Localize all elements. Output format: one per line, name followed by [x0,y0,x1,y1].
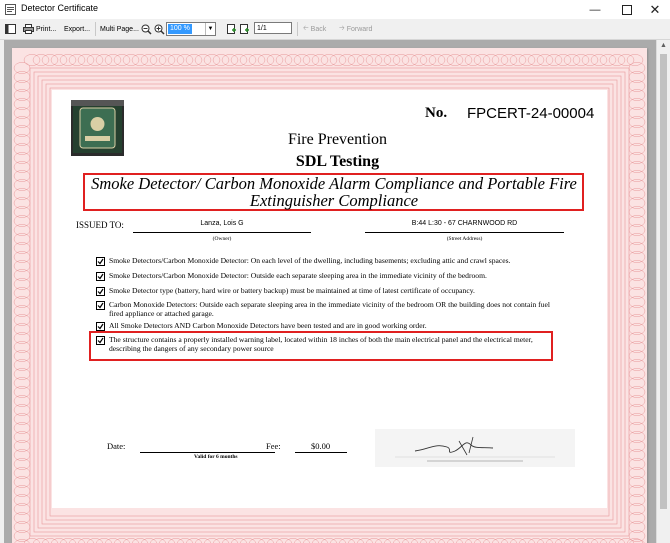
forward-button[interactable] [339,22,372,36]
minimize-button[interactable] [580,0,610,19]
checklist-item [96,256,586,265]
app-icon [5,4,16,15]
multi-page-button[interactable] [100,22,139,36]
export-label: Export... [64,25,91,33]
zoom-select[interactable] [166,22,216,36]
checklist-text: Smoke Detector type (battery, hard wire or battery backup) must be maintained at time of latest certificate of occupancy. [109,286,475,295]
maximize-icon [622,5,632,15]
arrow-left-icon: 🡠 [303,24,309,32]
signature-image [375,429,575,467]
date-line [140,452,275,453]
export-button[interactable] [64,22,90,36]
checkbox-checked-icon [96,336,105,345]
print-label: Print... [36,25,57,33]
certificate-title: Fire Prevention [287,131,388,148]
checkbox-checked-icon [96,301,105,310]
scroll-up-icon[interactable]: ▲ [660,42,667,49]
toggle-tree-button[interactable] [5,22,16,36]
print-button[interactable] [23,22,56,36]
scroll-thumb[interactable] [660,54,667,509]
fee-value: $0.00 [311,441,331,451]
next-page-button[interactable] [240,22,250,36]
zoom-in-button[interactable] [154,22,165,36]
certificate-subtitle: SDL Testing [295,153,380,170]
certificate-number-label: No. [425,105,448,121]
checkbox-checked-icon [96,272,105,281]
fee-label: Fee: [266,441,281,451]
certificate-headline: Smoke Detector/ Carbon Monoxide Alarm Compliance and Portable Fire Extinguisher Compliance [91,174,577,210]
date-label: Date: [107,441,126,451]
date-caption: Valid for 6 months [194,454,238,460]
checklist-text: Smoke Detectors/Carbon Monoxide Detector: On each level of the dwelling, including basements; excluding attic and crawl spaces. [109,256,511,265]
checklist-item [96,321,586,330]
zoom-value: 100 % [170,25,190,32]
checklist-item [96,271,586,280]
checklist-item [96,286,586,295]
back-button[interactable] [303,22,326,36]
page-number-field[interactable]: 1/1 [254,22,292,34]
maximize-button[interactable] [612,0,642,19]
multi-page-label: Multi Page... [100,25,139,33]
fee-line [295,452,347,453]
checklist-text: All Smoke Detectors AND Carbon Monoxide Detectors have been tested and are in good working order. [109,321,427,330]
panel-icon [5,24,16,34]
owner-field: Lanza, Lois G [133,220,311,233]
certificate-number: FPCERT-24-00004 [467,105,595,122]
issued-to-label: ISSUED TO: [76,220,124,230]
owner-caption: (Owner) [212,236,232,242]
window-title: Detector Certificate [21,3,99,13]
checklist-item [96,300,556,318]
checklist-text: The structure contains a properly installed warning label, located within 18 inches of both the main electrical panel and the electrical meter, describing the dangers of any secondary power source [109,335,533,353]
zoom-in-icon [154,24,165,35]
checklist-item [96,335,542,353]
zoom-out-icon [141,24,152,35]
printer-icon [23,24,34,34]
close-button[interactable] [640,0,670,19]
toolbar [0,19,670,40]
page-next-icon [240,24,250,35]
checkbox-checked-icon [96,257,105,266]
report-viewer[interactable] [4,40,656,543]
zoom-out-button[interactable] [141,22,152,36]
chevron-down-icon: ▼ [205,23,215,35]
checklist-text: Carbon Monoxide Detectors: Outside each separate sleeping area in the immediate vicinity of the bedroom OR the building does not contain fuel fired appliance or attached garage. [109,300,550,318]
certificate-page [12,48,647,543]
checkbox-checked-icon [96,322,105,331]
vertical-scrollbar[interactable] [656,40,670,543]
title-bar [0,0,670,20]
back-label: Back [310,25,327,33]
minimize-icon: — [589,3,601,16]
first-page-button[interactable] [227,22,237,36]
address-field: B:44 L:30 - 67 CHARNWOOD RD [365,220,564,233]
page-add-icon [227,24,237,35]
arrow-right-icon: 🡢 [339,24,345,32]
close-icon: ✕ [649,1,661,17]
address-caption: (Street Address) [446,236,483,242]
checklist-text: Smoke Detectors/Carbon Monoxide Detector: Outside each separate sleeping area in the immediate vicinity of the bedroom. [109,271,487,280]
forward-label: Forward [346,25,373,33]
checkbox-checked-icon [96,287,105,296]
